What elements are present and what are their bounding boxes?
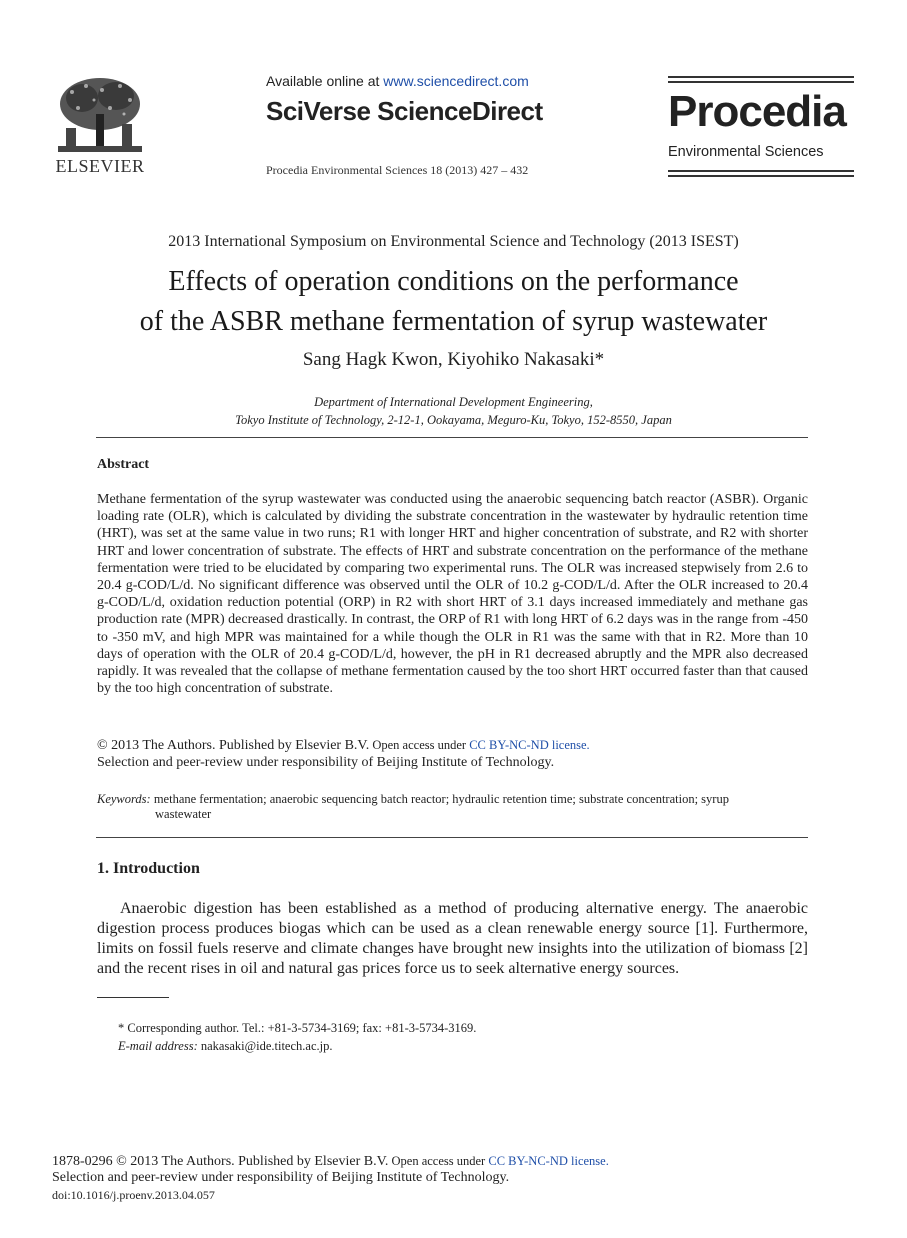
logo-rule	[668, 76, 854, 78]
section-heading: 1. Introduction	[97, 860, 200, 877]
license-link[interactable]: CC BY-NC-ND license.	[488, 1154, 609, 1168]
affiliation-line-2: Tokyo Institute of Technology, 2-12-1, Ookayama, Meguro-Ku, Tokyo, 152-8550, Japan	[235, 413, 672, 427]
available-prefix: Available online at	[266, 73, 384, 89]
keywords-label: Keywords:	[97, 792, 151, 806]
divider	[96, 437, 808, 438]
open-access-text: Open access under	[369, 738, 470, 752]
introduction-text	[97, 899, 808, 979]
keywords	[97, 791, 797, 807]
author-list: Sang Hagk Kwon, Kiyohiko Nakasaki*	[302, 349, 605, 370]
abstract-heading: Abstract	[97, 457, 150, 472]
journal-reference: Procedia Environmental Sciences 18 (2013) 427 – 432	[266, 163, 529, 177]
paragraph: Anaerobic digestion has been established as a method of producing alternative energy. The anaerobic digestion process produces biogas which can be used as a clean renewable energy source [1]. Furthermore, limits on fossil fuels reserve and climate changes have brought new insights into the utilization of biomass [2] and the recent rises in oil and natural gas prices force us to seek alternative energy sources.	[97, 900, 808, 977]
issn-copyright: 1878-0296 © 2013 The Authors. Published by Elsevier B.V.	[52, 1154, 389, 1169]
email-address: nakasaki@ide.titech.ac.jp.	[197, 1039, 333, 1053]
logo-rule	[668, 81, 854, 83]
brand-name: Procedia	[668, 87, 846, 136]
copyright-notice	[97, 738, 590, 754]
procedia-logo	[668, 76, 854, 176]
brand-subtitle: Environmental Sciences	[668, 144, 824, 160]
corresponding-author-note: * Corresponding author. Tel.: +81-3-5734-3169; fax: +81-3-5734-3169.	[118, 1021, 477, 1035]
article-title-line-2: of the ASBR methane fermentation of syrup wastewater	[139, 306, 768, 337]
platform-name: SciVerse ScienceDirect	[266, 96, 543, 126]
keywords-line-1: methane fermentation; anaerobic sequencing batch reactor; hydraulic retention time; substrate concentration; syrup	[150, 792, 729, 806]
open-access-text: Open access under	[388, 1154, 489, 1168]
symposium-name: 2013 International Symposium on Environmental Science and Technology (2013 ISEST)	[168, 233, 739, 250]
article-title-line-1: Effects of operation conditions on the performance	[168, 266, 739, 297]
divider	[96, 837, 808, 838]
footer-copyright	[52, 1154, 609, 1170]
logo-rule	[668, 175, 854, 177]
peer-review-notice: Selection and peer-review under responsibility of Beijing Institute of Technology.	[97, 755, 555, 770]
keywords-line-2: wastewater	[155, 807, 212, 821]
publisher-name: ELSEVIER	[55, 156, 145, 176]
license-link[interactable]: CC BY-NC-ND license.	[469, 738, 590, 752]
availability-line	[266, 73, 529, 89]
copyright-text: © 2013 The Authors. Published by Elsevier B.V.	[97, 738, 370, 753]
affiliation-line-1: Department of International Development Engineering,	[314, 395, 593, 409]
doi: doi:10.1016/j.proenv.2013.04.057	[52, 1188, 215, 1202]
abstract-text: Methane fermentation of the syrup wastewater was conducted using the anaerobic sequencing batch reactor (ASBR). Organic loading rate (OLR), which is calculated by dividing the substrate concentration in the wastewater by hydraulic retention time (HRT), was set at the same value in two runs; R1 with longer HRT and higher concentration of substrate, and R2 with shorter HRT and lower concentration of substrate. The effects of HRT and substrate concentration on the performance of the methane fermentation were tried to be elucidated by comparing two experimental runs. The OLR was increased stepwisely from 2.6 to 20.4 g-COD/L/d. No significant difference was observed until the OLR of 10.2 g-COD/L/d. After the OLR increased to 20.4 g-COD/L/d, oxidation reduction potential (ORP) in R2 with short HRT of 3.1 days increased immediately and methane gas production rate (MPR) decreased drastically. In contrast, the ORP of R1 with long HRT of 6.2 days was in the range from -450 to -350 mV, and high MPR was maintained for a while though the OLR in R1 was the same with that in R2. More than 10 days of operation with the OLR of 20.4 g-COD/L/d, however, the pH in R1 decreased abruptly and the MPR also decreased rapidly. It was revealed that the collapse of methane fermentation caused by the too short HRT occurred faster than that caused by the too high concentration of substrate.	[97, 492, 808, 697]
footnote-rule	[97, 997, 169, 998]
email-label: E-mail address:	[118, 1039, 198, 1053]
sciencedirect-link[interactable]: www.sciencedirect.com	[383, 73, 529, 89]
email-note	[118, 1039, 332, 1054]
logo-rule	[668, 170, 854, 172]
footer-peer-review: Selection and peer-review under responsibility of Beijing Institute of Technology.	[52, 1170, 510, 1185]
